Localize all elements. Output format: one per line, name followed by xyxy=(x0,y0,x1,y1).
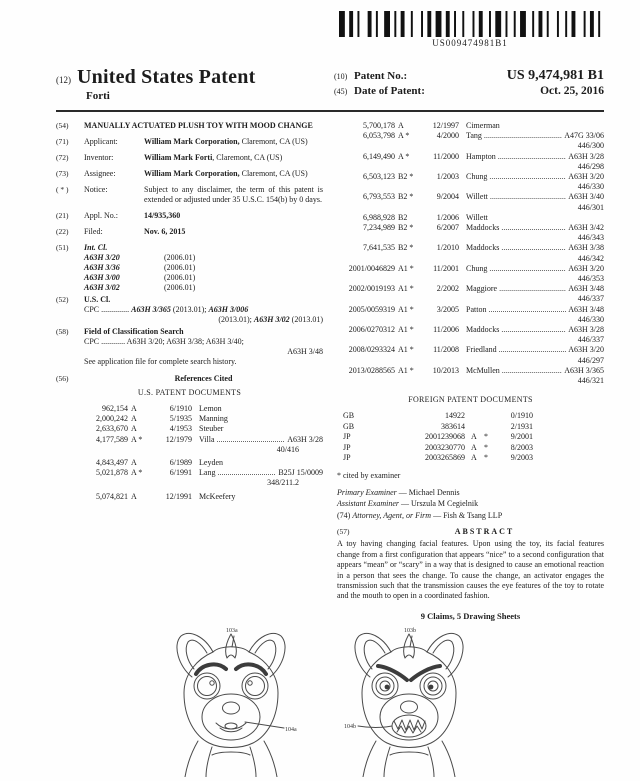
filed-label: Filed: xyxy=(84,227,103,236)
foreign-citation-row: JP 2003265869 A * 9/2003 xyxy=(343,453,533,463)
figure-label-103a: 103a xyxy=(226,628,238,634)
date-of-patent-label: Date of Patent: xyxy=(354,85,425,97)
field-51-int-cl xyxy=(56,243,323,293)
inid-code-52: (52) xyxy=(56,295,69,304)
citation-row: 5,074,821 A 12/1991 McKeefery xyxy=(96,491,236,501)
inid-code-12: (12) xyxy=(56,75,71,85)
inid-code-21: (21) xyxy=(56,211,69,220)
applicant-location: Claremont, CA (US) xyxy=(241,137,308,146)
assistant-examiner-line: Assistant Examiner — Urszula M Cegielnik xyxy=(337,499,479,509)
citation-class-continuation: 446/330 xyxy=(577,182,604,192)
barcode-block xyxy=(338,11,602,48)
us-cl-line2: (2013.01); A63H 3/02 (2013.01) xyxy=(218,315,323,324)
citation-row: 6,503,123 B2 * 1/2003 Chung ..... A63H 3/20 xyxy=(337,172,604,182)
header xyxy=(56,66,604,102)
references-cited-title: References Cited xyxy=(174,374,233,383)
inid-code-57: (57) xyxy=(337,527,350,537)
citation-class-continuation: 446/297 xyxy=(577,355,604,365)
assistant-examiner-name: Urszula M Cegielnik xyxy=(411,499,479,509)
header-rule xyxy=(56,110,604,112)
us-citations-right xyxy=(337,121,604,386)
barcode-text: US009474981B1 xyxy=(432,38,508,48)
header-right xyxy=(334,66,604,102)
right-column xyxy=(337,121,604,626)
citation-row: 4,177,589 A * 12/1979 Villa ..... A63H 3/28 xyxy=(70,435,323,445)
citation-row: 5,700,178 A 12/1997 Cimerman xyxy=(363,121,500,130)
foreign-citation-row: JP 2003230770 A * 8/2003 xyxy=(343,442,533,452)
document-title: United States Patent xyxy=(77,66,256,88)
primary-examiner-line: Primary Examiner — Michael Dennis xyxy=(337,487,460,497)
citation-class-continuation: 446/330 xyxy=(577,314,604,324)
foreign-citation-row: GB 14922 0/1910 xyxy=(343,411,533,421)
us-patent-documents-heading: U.S. PATENT DOCUMENTS xyxy=(137,388,242,397)
patent-number: US 9,474,981 B1 xyxy=(506,68,604,83)
two-column-body xyxy=(56,121,604,626)
search-line3: See application file for complete search history. xyxy=(84,357,237,366)
citation-row: 2,633,670 A 4/1953 Steuber xyxy=(96,424,224,434)
figure-label-103b: 103b xyxy=(404,628,416,634)
citation-row: 6,988,928 B2 1/2006 Willett xyxy=(363,212,488,222)
citation-row: 2,000,242 A 5/1935 Manning xyxy=(96,414,228,424)
field-21-appl-no xyxy=(56,211,323,221)
citation-class-continuation: 446/337 xyxy=(577,294,604,304)
cited-by-examiner-note: * cited by examiner xyxy=(337,470,401,480)
citation-class-continuation: 40/416 xyxy=(276,444,299,454)
primary-examiner-name: Michael Dennis xyxy=(408,487,460,497)
field-58-search xyxy=(56,327,323,367)
citation-row: 2005/0059319 A1 * 3/2005 Patton ..... A63H 3/48 xyxy=(337,305,604,315)
invention-title: MANUALLY ACTUATED PLUSH TOY WITH MOOD CHANGE xyxy=(84,121,313,130)
citation-row: 2013/0288565 A1 * 10/2013 McMullen ..... A63H 3/365 xyxy=(337,366,604,376)
search-label: Field of Classification Search xyxy=(84,327,184,336)
drawing-figures xyxy=(0,625,640,781)
foreign-citation-row: JP 2001239068 A * 9/2001 xyxy=(343,432,533,442)
inid-code-22: (22) xyxy=(56,227,69,236)
left-column xyxy=(56,121,323,626)
references-cited-heading xyxy=(56,374,323,384)
applicant-name: William Mark Corporation, xyxy=(144,137,240,146)
citation-row: 962,154 A 6/1910 Lemon xyxy=(102,404,222,413)
citation-class-continuation: 446/300 xyxy=(577,141,604,151)
us-cl-label: U.S. Cl. xyxy=(84,295,111,304)
inid-code-51: (51) xyxy=(56,243,69,252)
search-block xyxy=(84,327,323,367)
int-cl-label: Int. Cl. xyxy=(84,243,108,252)
appl-no-label: Appl. No.: xyxy=(84,211,118,220)
citation-row: 2006/0270312 A1 * 11/2006 Maddocks ..... A63H 3/28 xyxy=(337,325,604,335)
inventor-surname: Forti xyxy=(86,90,110,102)
inid-code-71: (71) xyxy=(56,137,69,146)
attorney-name: Fish & Tsang LLP xyxy=(443,510,503,520)
inventor-value xyxy=(144,153,323,163)
citation-row: 5,021,878 A * 6/1991 Lang ..... B25J 15/0009 xyxy=(70,468,323,478)
inid-code-10: (10) xyxy=(334,72,348,81)
inid-code-54: (54) xyxy=(56,121,69,130)
assignee-location: Claremont, CA (US) xyxy=(241,169,308,178)
inid-code-58: (58) xyxy=(56,327,69,336)
abstract-text: A toy having changing facial features. Upon using the toy, its facial features change from a first configuration that appears “nice” to a second configuration that appears “mean” or “scary” in a way that is designed to cause an emotional reaction in a person that sees the change. To cause the change, an activator engages the transmission such that the transmission causes the eye features of the toy to rotate and the mouth to open in a coordinated fashion. xyxy=(337,539,604,601)
int-cl-entry: A63H 3/00 (2006.01) xyxy=(84,273,196,282)
citation-row: 2002/0019193 A1 * 2/2002 Maggiore ..... A63H 3/48 xyxy=(337,284,604,294)
citation-class-continuation: 446/301 xyxy=(577,202,604,212)
citation-class-continuation: 348/211.2 xyxy=(267,478,299,488)
int-cl-entry: A63H 3/02 (2006.01) xyxy=(84,283,196,292)
field-54-title xyxy=(56,121,323,131)
int-cl-block xyxy=(84,243,323,293)
field-71-applicant xyxy=(56,137,323,147)
foreign-citations xyxy=(337,411,604,464)
field-notice xyxy=(56,185,323,205)
citation-row: 2001/0046829 A1 * 11/2001 Chung ..... A63H 3/20 xyxy=(337,264,604,274)
field-52-us-cl xyxy=(56,295,323,325)
abstract-title: ABSTRACT xyxy=(454,527,515,537)
figure-label-104a: 104a xyxy=(285,727,297,733)
us-citations-left xyxy=(56,404,323,502)
figure-mean-face xyxy=(324,625,494,777)
appl-no-value: 14/935,360 xyxy=(144,211,181,220)
assignee-label: Assignee: xyxy=(84,169,116,178)
field-22-filed xyxy=(56,227,323,237)
citation-row: 6,793,553 B2 * 9/2004 Willett ..... A63H 3/40 xyxy=(337,192,604,202)
citation-row: 6,149,490 A * 11/2000 Hampton ..... A63H 3/28 xyxy=(337,152,604,162)
inid-code-56: (56) xyxy=(56,374,69,383)
citation-class-continuation: 446/353 xyxy=(577,274,604,284)
citation-class-continuation: 446/337 xyxy=(577,335,604,345)
int-cl-entry: A63H 3/36 (2006.01) xyxy=(84,263,196,272)
foreign-citation-row: GB 383614 2/1931 xyxy=(343,421,533,431)
attorney-line: (74) Attorney, Agent, or Firm — Fish & Tsang LLP xyxy=(337,510,503,520)
applicant-label: Applicant: xyxy=(84,137,118,146)
notice-text: Subject to any disclaimer, the term of this patent is extended or adjusted under 35 U.S.C. 154(b) by 0 days. xyxy=(144,185,323,204)
assignee-value xyxy=(144,169,323,179)
citation-row: 7,641,535 B2 * 1/2010 Maddocks ..... A63H 3/38 xyxy=(337,243,604,253)
citation-row: 2008/0293324 A1 * 11/2008 Friedland ..... A63H 3/20 xyxy=(337,345,604,355)
assignee-name: William Mark Corporation, xyxy=(144,169,240,178)
notice-label: Notice: xyxy=(84,185,108,194)
applicant-value xyxy=(144,137,323,147)
us-cl-block xyxy=(84,295,323,325)
field-72-inventor xyxy=(56,153,323,163)
search-line2: A63H 3/48 xyxy=(287,347,323,356)
citation-row: 4,843,497 A 6/1989 Leyden xyxy=(96,458,223,468)
inventor-name: William Mark Forti xyxy=(144,153,213,162)
filed-value: Nov. 6, 2015 xyxy=(144,227,186,236)
citation-row: 7,234,989 B2 * 6/2007 Maddocks ..... A63H 3/42 xyxy=(337,223,604,233)
header-left xyxy=(56,66,334,102)
int-cl-entry: A63H 3/20 (2006.01) xyxy=(84,253,196,262)
barcode-image xyxy=(339,11,601,37)
citation-class-continuation: 446/342 xyxy=(577,253,604,263)
citation-class-continuation: 446/343 xyxy=(577,233,604,243)
inid-code-73: (73) xyxy=(56,169,69,178)
citation-class-continuation: 446/321 xyxy=(577,376,604,386)
patent-no-label: Patent No.: xyxy=(354,70,408,82)
figure-label-104b: 104b xyxy=(344,724,356,730)
abstract-heading-row xyxy=(337,527,604,537)
int-cl-list xyxy=(84,253,323,293)
foreign-patent-documents-heading: FOREIGN PATENT DOCUMENTS xyxy=(408,395,533,405)
inventor-location: , Claremont, CA (US) xyxy=(212,153,283,162)
claims-drawing-sheets-line: 9 Claims, 5 Drawing Sheets xyxy=(420,610,521,621)
citation-class-continuation: 446/298 xyxy=(577,161,604,171)
field-73-assignee xyxy=(56,169,323,179)
figure-nice-face xyxy=(146,625,316,777)
citation-row: 6,053,798 A * 4/2000 Tang ..... A47G 33/06 xyxy=(337,131,604,141)
us-cl-line1: CPC .............. A63H 3/365 (2013.01); A63H 3/006 xyxy=(84,305,249,314)
search-line1: CPC ............ A63H 3/20; A63H 3/38; A63H 3/40; xyxy=(84,337,244,346)
inid-code-star: ( * ) xyxy=(56,185,69,194)
inid-code-72: (72) xyxy=(56,153,69,162)
date-of-patent: Oct. 25, 2016 xyxy=(540,85,604,97)
inventor-label: Inventor: xyxy=(84,153,114,162)
inid-code-45: (45) xyxy=(334,87,348,96)
